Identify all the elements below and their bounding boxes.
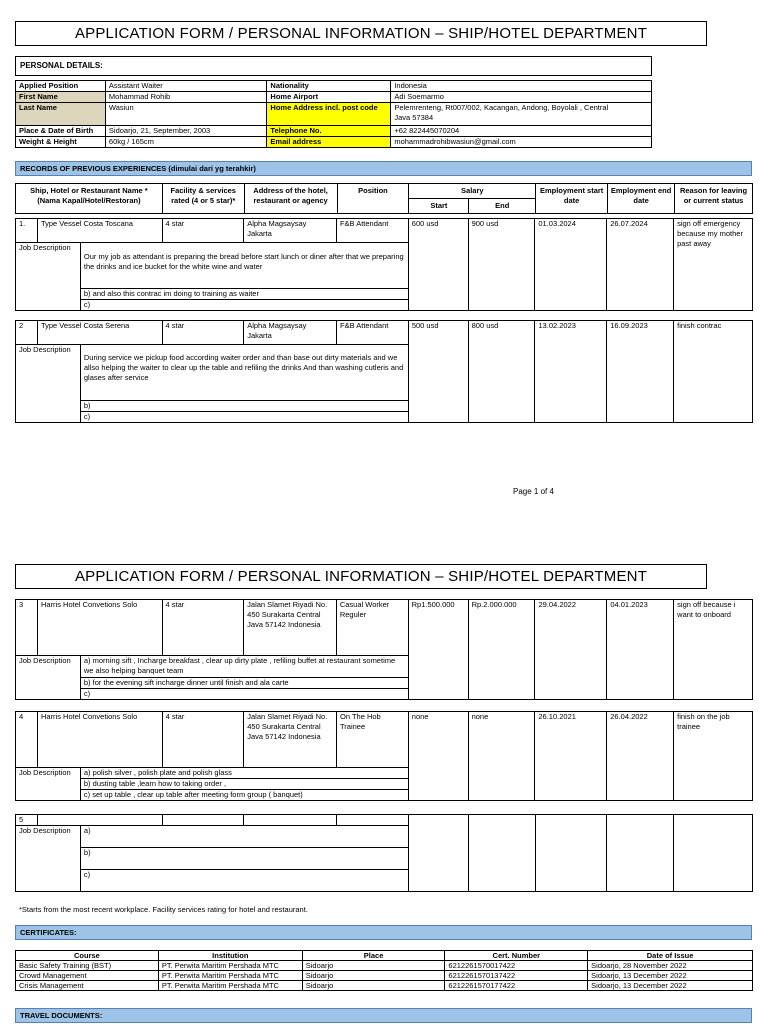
personal-details-table xyxy=(15,80,652,148)
exp5-position xyxy=(337,815,409,826)
exp3-position: Casual Worker Reguler xyxy=(336,600,408,656)
exp4-rating: 4 star xyxy=(162,712,244,768)
exp2-salary-start: 500 usd xyxy=(408,321,468,423)
exp5-duty-a: a) xyxy=(80,826,408,848)
exp4-employment-start: 26.10.2021 xyxy=(535,712,607,801)
address-line-2: Java 57384 xyxy=(394,113,434,122)
exp5-reason xyxy=(674,815,753,892)
header-address: Address of the hotel, restaurant or agency xyxy=(244,184,337,214)
exp1-salary-end: 900 usd xyxy=(468,219,535,311)
header-facility: Facility & services rated (4 or 5 star)* xyxy=(162,184,244,214)
exp4-salary-end: none xyxy=(468,712,535,801)
exp3-name: Harris Hotel Convetions Solo xyxy=(37,600,162,656)
home-airport-value: Adi Soemarmo xyxy=(391,92,652,103)
cert-course: Crowd Management xyxy=(16,971,159,981)
exp2-reason: finish contrac xyxy=(674,321,753,423)
weight-height-label: Weight & Height xyxy=(16,137,106,148)
exp2-employment-end: 16.09.2023 xyxy=(607,321,674,423)
cert-place: Sidoarjo xyxy=(302,981,445,991)
exp3-salary-start: Rp1.500.000 xyxy=(408,600,468,700)
exp2-name: Type Vessel Costa Serena xyxy=(37,321,162,345)
travel-documents-heading: TRAVEL DOCUMENTS: xyxy=(15,1008,752,1023)
experience-5 xyxy=(15,814,753,892)
cert-number: 6212261570177422 xyxy=(445,981,588,991)
personal-details-heading: PERSONAL DETAILS: xyxy=(15,56,652,76)
exp1-name: Type Vessel Costa Toscana xyxy=(37,219,162,243)
exp3-rating: 4 star xyxy=(162,600,244,656)
exp2-duty-c: c) xyxy=(80,412,408,423)
cert-course: Crisis Management xyxy=(16,981,159,991)
form-title: APPLICATION FORM / PERSONAL INFORMATION – SHIP/HOTEL DEPARTMENT xyxy=(15,21,707,46)
records-heading: RECORDS OF PREVIOUS EXPERIENCES (dimulai dari yg terahkir) xyxy=(15,161,752,176)
exp1-address: Alpha Magsaysay Jakarta xyxy=(244,219,337,243)
exp1-rating: 4 star xyxy=(162,219,244,243)
address-line-1: Pelemrenteng, Rt007/002, Kacangan, Andong, Boyolali , Central xyxy=(394,103,609,112)
cert-course: Basic Safety Training (BST) xyxy=(16,961,159,971)
form-title-page-2: APPLICATION FORM / PERSONAL INFORMATION – SHIP/HOTEL DEPARTMENT xyxy=(15,564,707,589)
exp1-reason: sign off emergency because my mother past away xyxy=(674,219,753,311)
table-row xyxy=(16,981,753,991)
table-row xyxy=(16,961,753,971)
cert-col-number: Cert. Number xyxy=(445,951,588,961)
home-address-value xyxy=(391,103,652,126)
exp3-duty-b: b) for the evening sift incharge dinner until finish and ala carte xyxy=(80,678,408,689)
email-label: Email address xyxy=(267,137,391,148)
first-name-label: First Name xyxy=(16,92,106,103)
exp3-job-label: Job Description xyxy=(16,656,81,700)
weight-height-value: 60kg / 165cm xyxy=(105,137,267,148)
cert-place: Sidoarjo xyxy=(302,971,445,981)
exp1-number: 1. xyxy=(16,219,38,243)
header-employment-end: Employment end date xyxy=(608,184,675,214)
exp2-number: 2 xyxy=(16,321,38,345)
cert-institution: PT. Perwita Maritim Pershada MTC xyxy=(158,971,302,981)
exp3-salary-end: Rp.2.000.000 xyxy=(468,600,535,700)
exp3-duty-c: c) xyxy=(80,689,408,700)
exp1-duty-c: c) xyxy=(80,300,408,311)
exp1-duty-b: b) and also this contrac im doing to training as waiter xyxy=(80,289,408,300)
telephone-label: Telephone No. xyxy=(267,126,391,137)
exp2-rating: 4 star xyxy=(162,321,244,345)
email-value: mohammadrohibwasiun@gmail.com xyxy=(391,137,652,148)
exp1-duty-a: Our my job as attendant is preparing the bread before start lunch or diner after that we preparing the drinks and ice bucket for the white wine and water xyxy=(80,243,408,289)
exp5-job-label: Job Description xyxy=(16,826,81,892)
experience-4 xyxy=(15,711,753,801)
telephone-value: +62 822445070204 xyxy=(391,126,652,137)
exp3-reason: sign off because i want to onboard xyxy=(674,600,753,700)
exp4-address: Jalan Slamet Riyadi No. 450 Surakarta Central Java 57142 Indonesia xyxy=(244,712,337,768)
exp5-duty-b: b) xyxy=(80,848,408,870)
exp3-address: Jalan Slamet Riyadi No. 450 Surakarta Central Java 57142 Indonesia xyxy=(244,600,337,656)
header-ship: Ship, Hotel or Restaurant Name * (Nama Kapal/Hotel/Restoran) xyxy=(16,184,163,214)
first-name-value: Mohammad Rohib xyxy=(105,92,267,103)
exp1-employment-end: 26.07.2024 xyxy=(607,219,674,311)
cert-col-place: Place xyxy=(302,951,445,961)
exp2-salary-end: 800 usd xyxy=(468,321,535,423)
header-employment-start: Employment start date xyxy=(536,184,608,214)
certificates-table xyxy=(15,950,753,991)
exp3-duty-a: a) morning sift , Incharge breakfast , clear up dirty plate , refiling buffet at restaurant sometime we also helping banquet team xyxy=(80,656,408,678)
exp4-name: Harris Hotel Convetions Solo xyxy=(37,712,162,768)
birth-label: Place & Date of Birth xyxy=(16,126,106,137)
exp2-position: F&B Attendant xyxy=(336,321,408,345)
page-number: Page 1 of 4 xyxy=(513,487,554,496)
experience-3 xyxy=(15,599,753,700)
exp1-position: F&B Attendant xyxy=(336,219,408,243)
exp5-address xyxy=(244,815,337,826)
exp2-address: Alpha Magsaysay Jakarta xyxy=(244,321,337,345)
applied-position-value: Assistant Waiter xyxy=(105,81,267,92)
cert-place: Sidoarjo xyxy=(302,961,445,971)
header-salary: Salary xyxy=(409,184,536,199)
exp4-duty-b: b) dusting table ,learn how to taking order , xyxy=(80,779,408,790)
cert-col-course: Course xyxy=(16,951,159,961)
exp2-duty-b: b) xyxy=(80,401,408,412)
cert-institution: PT. Perwita Maritim Pershada MTC xyxy=(158,981,302,991)
exp5-employment-end xyxy=(607,815,674,892)
header-salary-end: End xyxy=(469,199,536,214)
cert-institution: PT. Perwita Maritim Pershada MTC xyxy=(158,961,302,971)
exp3-number: 3 xyxy=(16,600,38,656)
home-address-label: Home Address incl. post code xyxy=(267,103,391,126)
exp4-number: 4 xyxy=(16,712,38,768)
cert-date: Sidoarjo, 13 December 2022 xyxy=(588,971,753,981)
header-position: Position xyxy=(337,184,409,214)
exp5-duty-c: c) xyxy=(80,870,408,892)
experience-2 xyxy=(15,320,753,423)
applied-position-label: Applied Position xyxy=(16,81,106,92)
last-name-value: Wasiun xyxy=(105,103,267,126)
exp3-employment-end: 04.01.2023 xyxy=(607,600,674,700)
exp5-salary-start xyxy=(408,815,468,892)
exp2-job-label: Job Description xyxy=(16,345,81,423)
exp1-salary-start: 600 usd xyxy=(408,219,468,311)
cert-date: Sidoarjo, 13 December 2022 xyxy=(588,981,753,991)
exp4-employment-end: 26.04.2022 xyxy=(607,712,674,801)
birth-value: Sidoarjo, 21, September, 2003 xyxy=(105,126,267,137)
exp4-job-label: Job Description xyxy=(16,768,81,801)
exp2-duty-a: During service we pickup food according waiter order and than base out dirty materials and we allso helping the waiter to clear up the table and refiling the drinks And than washing cutleris and glases after service xyxy=(80,345,408,401)
exp1-job-label: Job Description xyxy=(16,243,81,311)
table-row xyxy=(16,971,753,981)
nationality-label: Nationality xyxy=(267,81,391,92)
header-salary-start: Start xyxy=(409,199,469,214)
home-airport-label: Home Airport xyxy=(267,92,391,103)
header-reason: Reason for leaving or current status xyxy=(675,184,753,214)
exp5-number: 5 xyxy=(16,815,38,826)
footnote: *Starts from the most recent workplace. Facility services rating for hotel and restaurant. xyxy=(19,905,308,914)
exp1-employment-start: 01.03.2024 xyxy=(535,219,607,311)
exp4-duty-a: a) polish silver , polish plate and polish glass xyxy=(80,768,408,779)
cert-date: Sidoarjo, 28 November 2022 xyxy=(588,961,753,971)
exp4-duty-c: c) set up table , clear up table after meeting form group ( banquet) xyxy=(80,790,408,801)
cert-number: 6212261570137422 xyxy=(445,971,588,981)
exp5-name xyxy=(37,815,162,826)
last-name-label: Last Name xyxy=(16,103,106,126)
exp2-employment-start: 13.02.2023 xyxy=(535,321,607,423)
cert-col-date: Date of Issue xyxy=(588,951,753,961)
exp4-salary-start: none xyxy=(408,712,468,801)
nationality-value: Indonesia xyxy=(391,81,652,92)
cert-col-institution: Institution xyxy=(158,951,302,961)
cert-number: 6212261570017422 xyxy=(445,961,588,971)
exp5-salary-end xyxy=(468,815,535,892)
experience-header-table xyxy=(15,183,753,214)
exp4-reason: finish on the job trainee xyxy=(674,712,753,801)
exp5-rating xyxy=(162,815,244,826)
experience-1 xyxy=(15,218,753,311)
exp3-employment-start: 29.04.2022 xyxy=(535,600,607,700)
exp5-employment-start xyxy=(535,815,607,892)
certificates-heading: CERTIFICATES: xyxy=(15,925,752,940)
exp4-position: On The Hob Trainee xyxy=(336,712,408,768)
